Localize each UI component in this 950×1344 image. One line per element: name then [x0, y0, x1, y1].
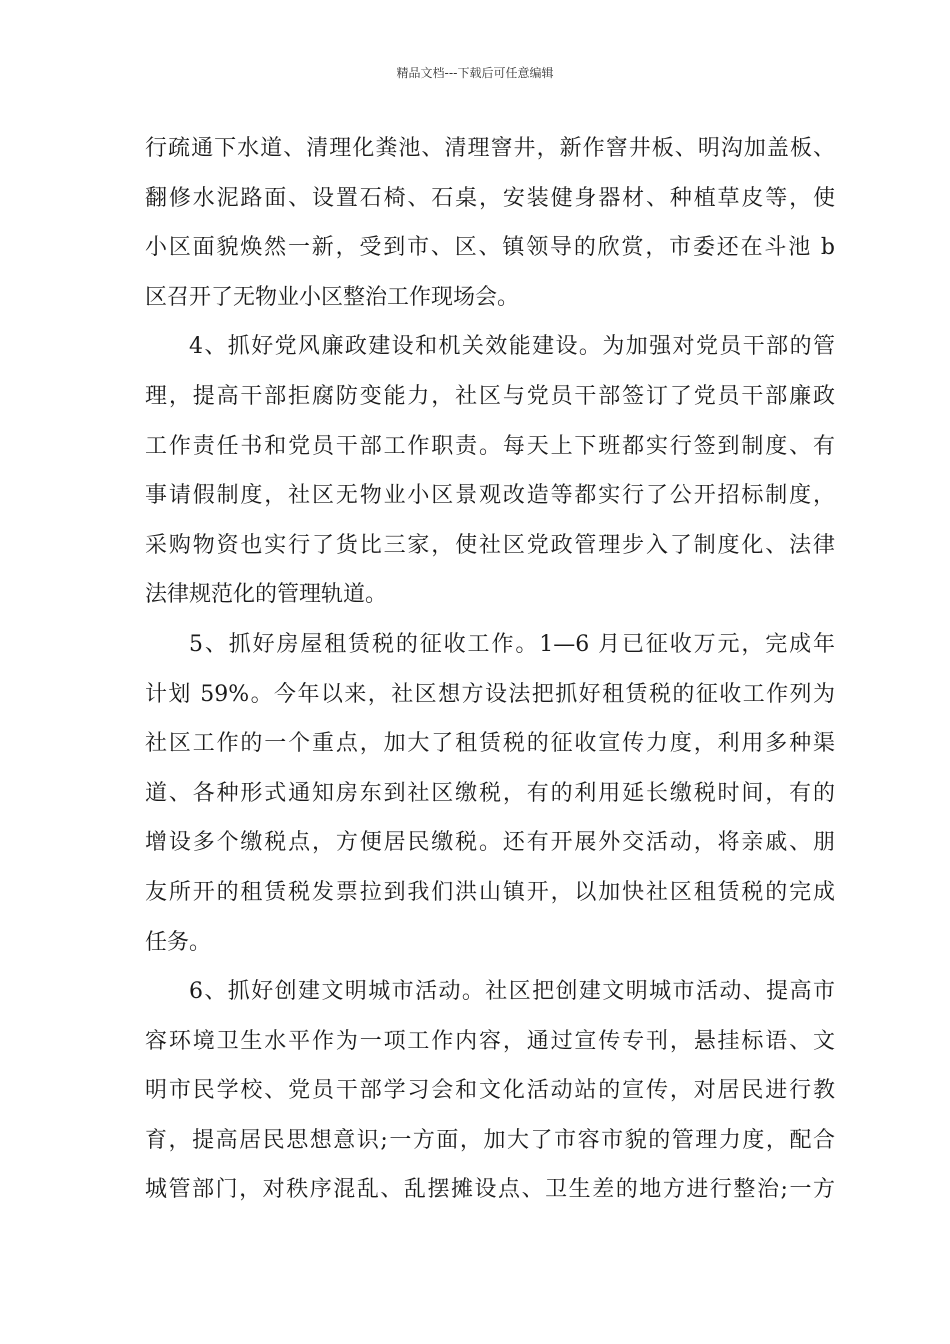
text-line: 区召开了无物业小区整治工作现场会。: [145, 284, 520, 310]
text-line: 友所开的租赁税发票拉到我们洪山镇开，以加快社区租赁税的完成: [145, 879, 835, 905]
text-line: 社区工作的一个重点，加大了租赁税的征收宣传力度，利用多种渠: [145, 731, 835, 757]
text-line: 增设多个缴税点，方便居民缴税。还有开展外交活动，将亲戚、朋: [145, 830, 835, 856]
text-line: 5、抓好房屋租赁税的征收工作。1—6 月已征收万元，完成年: [189, 631, 835, 657]
document-body: [145, 124, 835, 1215]
text-line: 6、抓好创建文明城市活动。社区把创建文明城市活动、提高市: [189, 979, 835, 1005]
text-line: 小区面貌焕然一新，受到市、区、镇领导的欣赏，市委还在斗池 b: [145, 235, 835, 261]
text-line: 城管部门，对秩序混乱、乱摆摊设点、卫生差的地方进行整治;一方: [145, 1177, 835, 1203]
paragraph-continuation: [145, 124, 835, 322]
text-line: 育，提高居民思想意识;一方面，加大了市容市貌的管理力度，配合: [145, 1127, 835, 1153]
text-line: 明市民学校、党员干部学习会和文化活动站的宣传，对居民进行教: [145, 1078, 835, 1104]
paragraph-item-5: [145, 620, 835, 967]
text-line: 事请假制度，社区无物业小区景观改造等都实行了公开招标制度，: [145, 483, 835, 509]
text-line: 任务。: [145, 929, 212, 955]
page-header: 精品文档---下载后可任意编辑: [396, 66, 554, 80]
text-line: 计划 59%。今年以来，社区想方设法把抓好租赁税的征收工作列为: [145, 681, 835, 707]
text-line: 工作责任书和党员干部工作职责。每天上下班都实行签到制度、有: [145, 433, 835, 459]
text-line: 行疏通下水道、清理化粪池、清理窨井，新作窨井板、明沟加盖板、: [145, 136, 835, 161]
text-line: 4、抓好党风廉政建设和机关效能建设。为加强对党员干部的管: [189, 334, 835, 360]
text-line: 法律规范化的管理轨道。: [145, 582, 388, 608]
paragraph-item-6: [145, 967, 835, 1215]
text-line: 容环境卫生水平作为一项工作内容，通过宣传专刊，悬挂标语、文: [145, 1028, 835, 1054]
text-line: 理，提高干部拒腐防变能力，社区与党员干部签订了党员干部廉政: [145, 383, 835, 409]
paragraph-item-4: [145, 322, 835, 620]
text-line: 道、各种形式通知房东到社区缴税，有的利用延长缴税时间，有的: [145, 780, 835, 806]
text-line: 采购物资也实行了货比三家，使社区党政管理步入了制度化、法律: [145, 532, 835, 558]
text-line: 翻修水泥路面、设置石椅、石桌，安装健身器材、种植草皮等，使: [145, 185, 835, 211]
